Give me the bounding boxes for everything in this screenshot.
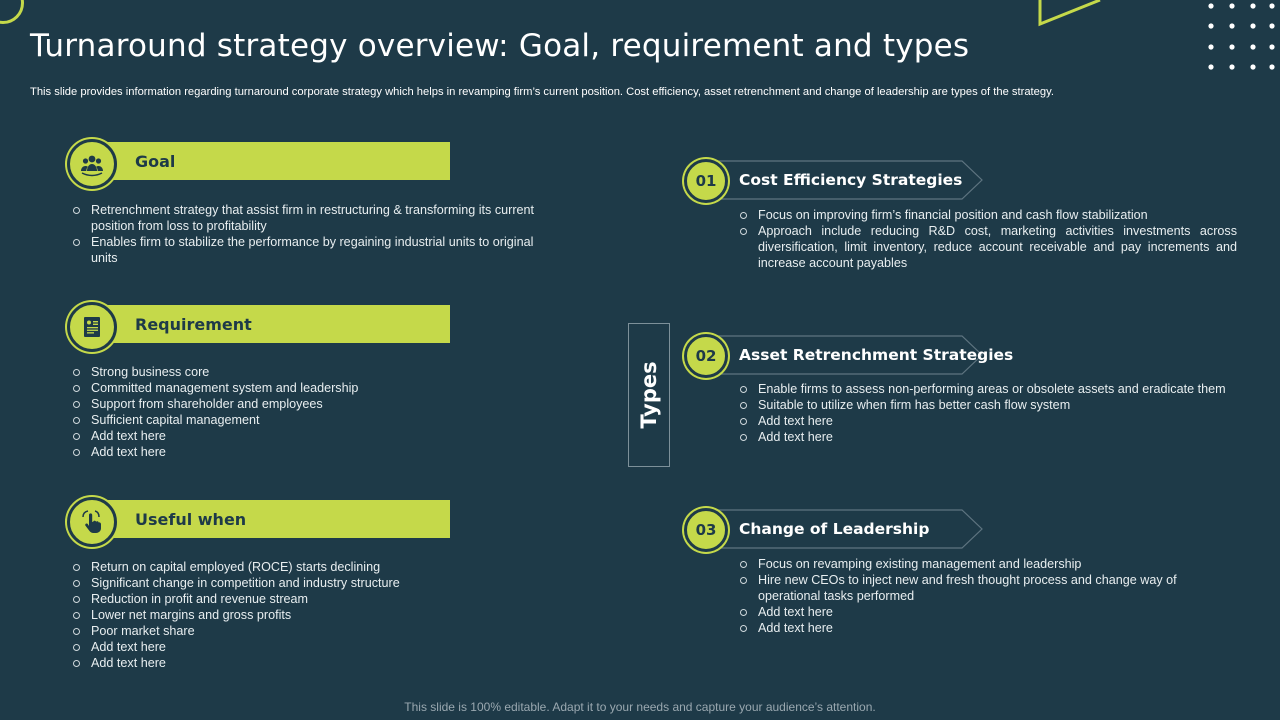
type-bullet-list [737,556,1207,636]
list-item: Significant change in competition and industry structure [70,575,558,591]
useful-when-bullet-list [70,559,558,671]
type-title: Change of Leadership [739,520,930,538]
section-label: Useful when [135,510,247,529]
list-item: Suitable to utilize when firm has better cash flow system [737,397,1237,413]
section-header-goal [88,142,450,180]
list-item: Add text here [737,604,1207,620]
list-item: Sufficient capital management [70,412,558,428]
type-number-badge: 01 [684,159,728,203]
section-header-requirement [88,305,450,343]
section-label: Goal [135,152,176,171]
page-title: Turnaround strategy overview: Goal, requirement and types [30,28,970,64]
types-box [628,323,670,467]
decorative-dots [1206,0,1276,72]
footer-note: This slide is 100% editable. Adapt it to your needs and capture your audience’s attention. [404,700,876,714]
decorative-triangle [1030,0,1120,30]
list-item: Add text here [737,429,1237,445]
list-item: Add text here [737,413,1237,429]
list-item: Focus on improving firm’s financial position and cash flow stabilization [737,207,1237,223]
list-item: Add text here [737,620,1207,636]
list-item: Approach include reducing R&D cost, marketing activities investments across diversification, limit inventory, reduce account receivable and pay increments and increase account payables [737,223,1237,271]
list-item: Add text here [70,428,558,444]
list-item: Enables firm to stabilize the performance by regaining industrial units to original units [70,234,558,266]
list-item: Strong business core [70,364,558,380]
list-item: Add text here [70,655,558,671]
list-item: Hire new CEOs to inject new and fresh thought process and change way of operational tasks performed [737,572,1207,604]
page-subtitle: This slide provides information regarding turnaround corporate strategy which helps in revamping firm’s current position. Cost efficiency, asset retrenchment and change of leadership are types of the strategy. [30,86,1054,98]
requirement-bullet-list [70,364,558,460]
list-item: Reduction in profit and revenue stream [70,591,558,607]
hand-tap-icon [67,497,117,547]
list-item: Focus on revamping existing management and leadership [737,556,1207,572]
section-label: Requirement [135,315,252,334]
list-item: Committed management system and leadership [70,380,558,396]
list-item: Enable firms to assess non-performing areas or obsolete assets and eradicate them [737,381,1237,397]
type-bullet-list [737,207,1237,271]
list-item: Support from shareholder and employees [70,396,558,412]
list-item: Return on capital employed (ROCE) starts declining [70,559,558,575]
type-bullet-list [737,381,1237,445]
type-number-badge: 03 [684,508,728,552]
list-item: Add text here [70,444,558,460]
list-item: Add text here [70,639,558,655]
type-title: Cost Efficiency Strategies [739,171,963,189]
goal-bullet-list [70,202,558,266]
section-header-useful-when [88,500,450,538]
type-title: Asset Retrenchment Strategies [739,346,1014,364]
list-item: Retrenchment strategy that assist firm in restructuring & transforming its current position from loss to profitability [70,202,558,234]
types-label: Types [637,361,661,429]
decorative-circle [0,0,24,24]
list-item: Poor market share [70,623,558,639]
list-item: Lower net margins and gross profits [70,607,558,623]
team-icon [67,139,117,189]
type-number-badge: 02 [684,334,728,378]
document-icon [67,302,117,352]
